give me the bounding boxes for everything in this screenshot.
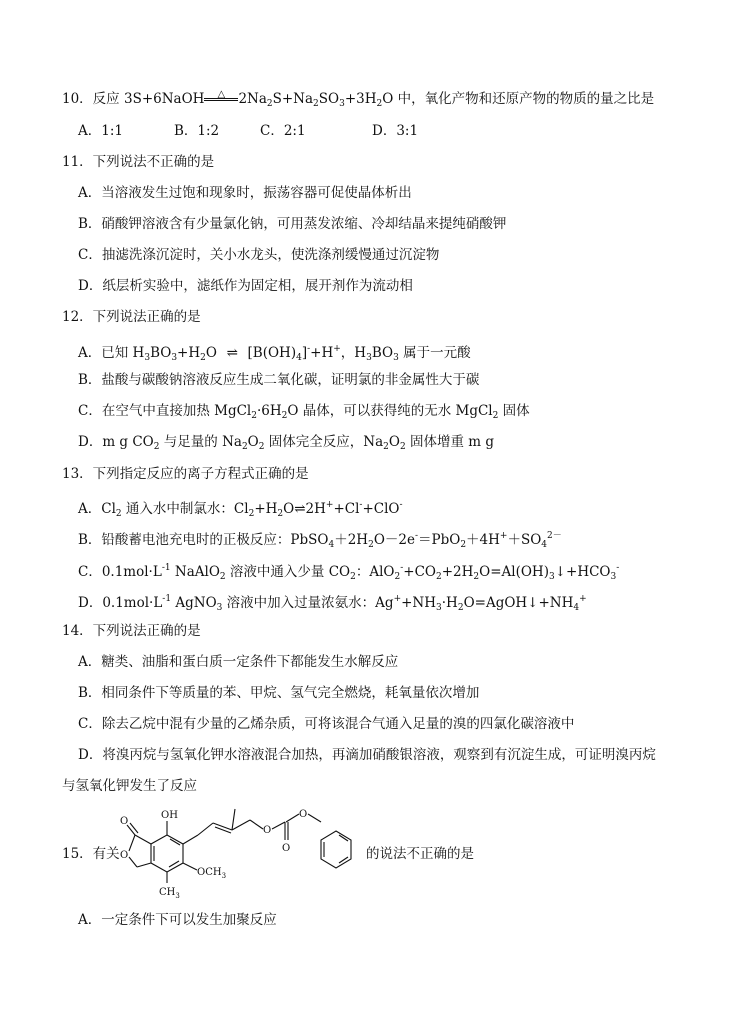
carbonate-carbonyl-o: O: [282, 843, 291, 854]
q14-option-a[interactable]: A．糖类、油脂和蛋白质一定条件下都能发生水解反应: [78, 654, 399, 670]
q12-option-c[interactable]: C．在空气中直接加热 $MgCl_2\cdot 6H_2O$ 晶体，可以获得纯的无水 MgCl$_2$ 固体: [78, 403, 530, 421]
q12-option-a[interactable]: A．已知 $H_3BO_3+H_2O$ ⇌ $[B(OH)_4]^-+H^+$，$H_3BO_3$ 属于一元酸: [78, 344, 471, 363]
methoxy-label: $OCH_3$: [197, 867, 227, 880]
q11-option-c[interactable]: C．抽滤洗涤沉淀时，关小水龙头，使洗涤剂缓慢通过沉淀物: [78, 247, 440, 263]
methyl-label: $CH_3$: [159, 887, 180, 900]
q10-option-d[interactable]: D．3:1: [372, 123, 419, 139]
q11-option-d[interactable]: D．纸层析实验中，滤纸作为固定相，展开剂作为流动相: [78, 278, 413, 294]
q12-option-d[interactable]: D．m g $CO_2$ 与足量的 $Na_2O_2$ 固体完全反应，$Na_2O_2$ 固体增重 m g: [78, 434, 495, 452]
q10-option-b[interactable]: B．1:2: [174, 123, 220, 139]
q14-option-c[interactable]: C．除去乙烷中混有少量的乙烯杂质，可将该混合气通入足量的溴的四氯化碳溶液中: [78, 716, 575, 732]
lactone-carbonyl-o: O: [120, 816, 129, 827]
ester-o-2: O: [299, 809, 308, 820]
q13-option-d[interactable]: D．$0.1mol\cdot L^{-1}$ AgNO$_3$ 溶液中加入过量浓氨水：$Ag^++NH_3\cdot H_2O=AgOH↓+NH_4^+$: [78, 594, 587, 613]
q11-option-a[interactable]: A．当溶液发生过饱和现象时，振荡容器可促使晶体析出: [78, 185, 412, 201]
q14-option-d[interactable]: D．将溴丙烷与氢氧化钾水溶液混合加热，再滴加硝酸银溶液，观察到有沉淀生成，可证明溴丙烷: [78, 747, 656, 763]
q13-option-b[interactable]: B．铅酸蓄电池充电时的正极反应：$PbSO_4+2H_2O-2e^-=PbO_2+4H^++SO_4^{2-}$: [78, 531, 562, 550]
q13-option-a[interactable]: A．$Cl_2$ 通入水中制氯水：$Cl_2+H_2O\rightleftharpoons 2H^++Cl^-+ClO^-$: [78, 500, 403, 519]
q12-option-b[interactable]: B．盐酸与碳酸钠溶液反应生成二氧化碳，证明氯的非金属性大于碳: [78, 372, 480, 388]
lactone-ring-o: O: [120, 850, 129, 861]
q15-option-a[interactable]: A．一定条件下可以发生加聚反应: [78, 912, 277, 928]
q13-stem: 13．下列指定反应的离子方程式正确的是: [62, 466, 309, 482]
q11-option-b[interactable]: B．硝酸钾溶液含有少量氯化钠，可用蒸发浓缩、冷却结晶来提纯硝酸钾: [78, 216, 507, 232]
q14-stem: 14．下列说法正确的是: [62, 623, 201, 639]
hydroxyl-label: OH: [161, 810, 178, 821]
q15-stem-end: 的说法不正确的是: [366, 846, 474, 862]
q11-stem: 11．下列说法不正确的是: [62, 154, 215, 170]
equal-sign: [204, 98, 238, 101]
q14-option-b[interactable]: B．相同条件下等质量的苯、甲烷、氢气完全燃烧，耗氧量依次增加: [78, 685, 480, 701]
reversible-arrow-icon: ⇌: [226, 345, 238, 361]
q13-option-c[interactable]: C．$0.1mol\cdot L^{-1}$ NaAlO$_2$ 溶液中通入少量 $CO_2$：$AlO_2^-+CO_2+2H_2O=Al(OH)_3↓+HCO_3^-$: [78, 563, 620, 582]
ester-o-1: O: [263, 825, 272, 836]
q10-heating-condition: [204, 90, 238, 108]
q14-option-d-continued: 与氢氧化钾发生了反应: [62, 778, 197, 794]
q10-question-text: 中，氧化产物和还原产物的物质的量之比是: [393, 91, 655, 107]
q12-stem: 12．下列说法正确的是: [62, 309, 201, 325]
heat-triangle-icon: △: [217, 89, 226, 100]
q15-molecule-structure: [105, 805, 367, 900]
q10-number: 10．反应: [62, 91, 120, 107]
q10-stem: 10．反应 3S+6NaOH △ $2Na_2S+Na_2SO_3+3H_2O$ 中，氧化产物和还原产物的物质的量之比是: [62, 90, 654, 113]
q10-reactants: 3S+6NaOH: [123, 91, 205, 107]
q10-option-a[interactable]: A．1:1: [78, 123, 123, 139]
q10-option-c[interactable]: C．2:1: [260, 123, 306, 139]
q15-stem-start: 15．有关: [62, 846, 120, 862]
